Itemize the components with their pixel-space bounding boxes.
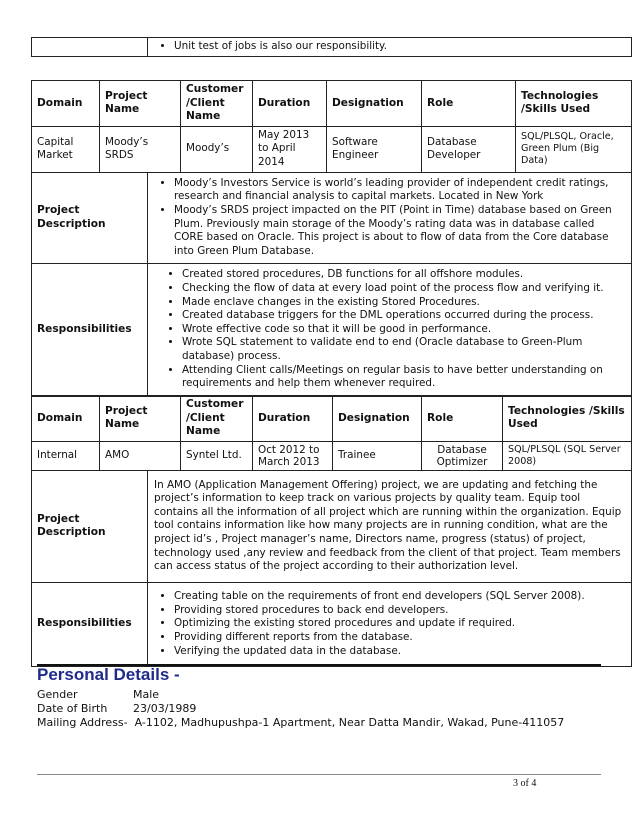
p1-duration: May 2013 to April 2014 [253, 126, 327, 172]
p1-domain: Capital Market [32, 126, 100, 172]
header-designation: Designation [327, 81, 422, 127]
p2-resp-item: • Providing stored procedures to back end developers. [174, 604, 626, 618]
header-duration: Duration [253, 81, 327, 127]
personal-details-heading: Personal Details - [37, 665, 180, 684]
header-role: Role [422, 81, 516, 127]
p1-role: Database Developer [422, 126, 516, 172]
p1-technologies: SQL/PLSQL, Oracle, Green Plum (Big Data) [516, 126, 632, 172]
p2-domain: Internal [32, 441, 100, 470]
p2-description: In AMO (Application Management Offering) project, we are updating and fetching the project’s information to keep track on various projects by quality team. Equip tool contains all the information of all project which are running within the organization. Equip tool contains information like how many projects are in running condition, what are the project id’s , Project manager’s name, Directors name, progress (status) of project, technology used ,any review and feedback from the client of that project. Team members can access status of the project according to their authorization level. [148, 470, 632, 582]
header-designation: Designation [333, 396, 422, 442]
p2-customer: Syntel Ltd. [181, 441, 253, 470]
p2-role: Database Optimizer [422, 441, 503, 470]
header-duration: Duration [253, 396, 333, 442]
header-technologies: Technologies /Skills Used [503, 396, 632, 442]
gender-label: Gender [37, 688, 78, 701]
p1-project-name: Moody’s SRDS [100, 126, 181, 172]
header-role: Role [422, 396, 503, 442]
p2-description-label: Project Description [32, 470, 148, 582]
header-technologies: Technologies /Skills Used [516, 81, 632, 127]
top-continuation-table [31, 37, 632, 57]
p2-project-name: AMO [100, 441, 181, 470]
header-domain: Domain [32, 81, 100, 127]
p2-technologies: SQL/PLSQL (SQL Server 2008) [503, 441, 632, 470]
footer-divider [37, 774, 601, 775]
empty-cell [32, 38, 148, 57]
p1-description-label: Project Description [32, 172, 148, 263]
p2-duration: Oct 2012 to March 2013 [253, 441, 333, 470]
p1-resp-item: • Wrote effective code so that it will be good in performance. [182, 323, 626, 337]
dob-label: Date of Birth [37, 702, 108, 715]
p2-resp-item: • Verifying the updated data in the database. [174, 645, 626, 659]
p1-resp-item: • Checking the flow of data at every load point of the process flow and verifying it. [182, 282, 626, 296]
p1-description [148, 172, 632, 263]
p2-resp-item: • Optimizing the existing stored procedures and update if required. [174, 617, 626, 631]
p1-description-item: • Moody’s SRDS project impacted on the PIT (Point in Time) database based on Green Plum. Previously main storage of the Moody’s rating data was in database called CORE based on Oracle. This project is about to flow of data from the Core database into Green Plum Database. [174, 204, 626, 258]
page-number: 3 of 4 [513, 778, 537, 789]
header-project-name: Project Name [100, 396, 181, 442]
header-customer: Customer /Client Name [181, 81, 253, 127]
dob-value: 23/03/1989 [133, 702, 197, 715]
p1-resp-item: • Created stored procedures, DB functions for all offshore modules. [182, 268, 626, 282]
header-customer: Customer /Client Name [181, 396, 253, 442]
bullet-item: • Unit test of jobs is also our responsibility. [174, 40, 626, 54]
address-value: A-1102, Madhupushpa-1 Apartment, Near Datta Mandir, Wakad, Pune-411057 [134, 716, 565, 729]
project-table-2 [31, 395, 632, 667]
p1-responsibilities [148, 263, 632, 396]
p1-resp-item: • Wrote SQL statement to validate end to end (Oracle database to Green-Plum database) process. [182, 336, 626, 363]
address-label: Mailing Address- [37, 716, 128, 729]
p1-resp-item: • Made enclave changes in the existing Stored Procedures. [182, 296, 626, 310]
p1-designation: Software Engineer [327, 126, 422, 172]
header-project-name: Project Name [100, 81, 181, 127]
p1-customer: Moody’s [181, 126, 253, 172]
p1-resp-item: • Created database triggers for the DML operations occurred during the process. [182, 309, 626, 323]
p2-designation: Trainee [333, 441, 422, 470]
gender-row [37, 688, 159, 702]
gender-value: Male [133, 688, 160, 701]
p1-resp-item: • Attending Client calls/Meetings on regular basis to have better understanding on requirements and help them whenever required. [182, 364, 626, 391]
p1-responsibilities-label: Responsibilities [32, 263, 148, 396]
project-table-1 [31, 80, 632, 397]
p2-responsibilities-label: Responsibilities [32, 582, 148, 666]
address-row [37, 716, 564, 730]
p1-description-item: • Moody’s Investors Service is world’s leading provider of independent credit ratings, research and financial analysis to capital markets. Located in New York [174, 177, 626, 204]
p2-resp-item: • Creating table on the requirements of front end developers (SQL Server 2008). [174, 590, 626, 604]
p2-responsibilities [148, 582, 632, 666]
header-domain: Domain [32, 396, 100, 442]
dob-row [37, 702, 196, 716]
p2-resp-item: • Providing different reports from the database. [174, 631, 626, 645]
bullet-cell [148, 38, 632, 57]
